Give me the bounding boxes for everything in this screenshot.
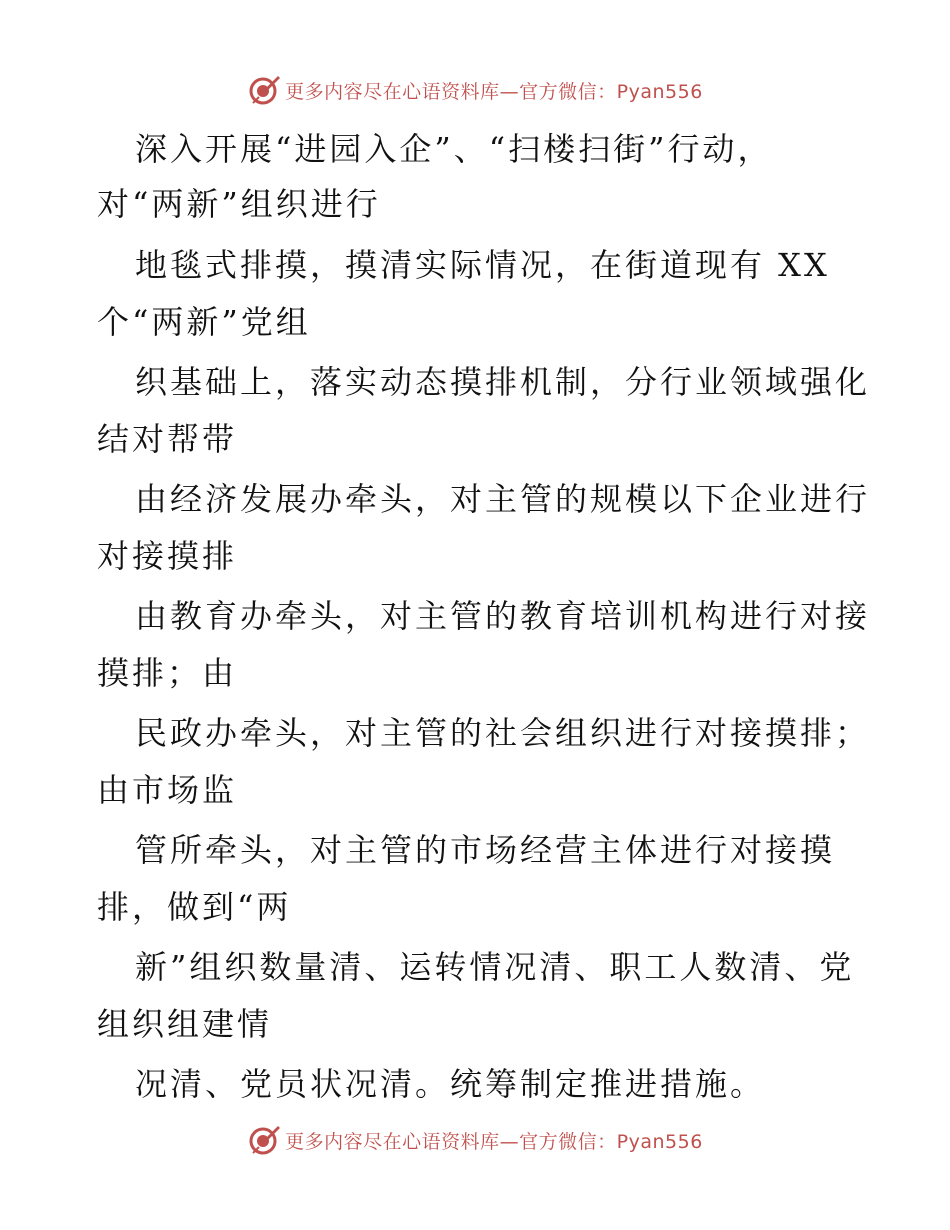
body-line: 对“两新”组织进行 — [97, 185, 381, 223]
body-line: 织基础上，落实动态摸排机制，分行业领域强化 — [135, 363, 871, 401]
watermark-text: 更多内容尽在心语资料库—官方微信：Pyan556 — [285, 1130, 703, 1153]
body-line: 由经济发展办牵头，对主管的规模以下企业进行 — [135, 480, 871, 518]
body-line: 由市场监 — [97, 771, 238, 809]
body-line: 组织组建情 — [97, 1005, 273, 1043]
brush-pen-logo-icon — [247, 1123, 281, 1157]
body-line: 民政办牵头，对主管的社会组织进行对接摸排； — [135, 714, 871, 752]
body-line: 摸排；由 — [97, 654, 238, 692]
body-line: 排，做到“两 — [97, 888, 292, 926]
header-watermark — [0, 70, 950, 110]
body-line: 新”组织数量清、运转情况清、职工人数清、党 — [135, 948, 855, 986]
brush-pen-logo-icon — [247, 73, 281, 107]
body-line: 管所牵头，对主管的市场经营主体进行对接摸 — [135, 831, 836, 869]
body-line: 个“两新”党组 — [97, 303, 311, 341]
body-line: 地毯式排摸，摸清实际情况，在街道现有 XX — [135, 246, 830, 284]
footer-watermark — [0, 1120, 950, 1160]
body-line: 结对帮带 — [97, 420, 238, 458]
body-line: 由教育办牵头，对主管的教育培训机构进行对接 — [135, 597, 871, 635]
body-line: 对接摸排 — [97, 537, 238, 575]
body-line: 况清、党员状况清。统筹制定推进措施。 — [135, 1065, 766, 1103]
watermark-text: 更多内容尽在心语资料库—官方微信：Pyan556 — [285, 80, 703, 103]
body-line: 深入开展“进园入企”、“扫楼扫街”行动， — [135, 130, 773, 168]
